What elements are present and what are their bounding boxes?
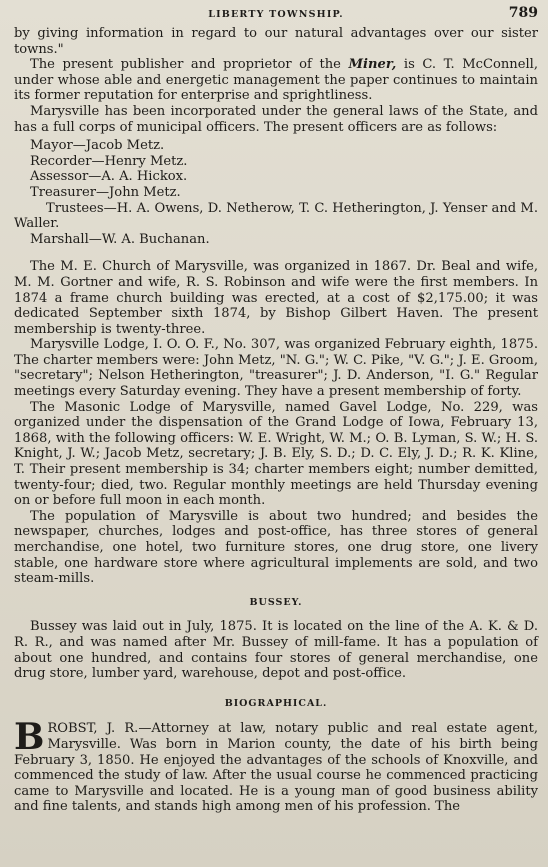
population-paragraph: The population of Marysville is about two hundred; and besides the newspaper, churches, lodges and post-office, has three stores of general merchandise, one hotel, two furniture stores, one drug store, one livery stable, one hardware store where agricultural implements are sold, and two steam-mills. bbox=[14, 508, 538, 587]
officer-treasurer: Treasurer—John Metz. bbox=[30, 184, 181, 200]
biography-entry bbox=[14, 716, 538, 815]
publisher-paragraph bbox=[14, 57, 538, 104]
bussey-paragraph: Bussey was laid out in July, 1875. It is located on the line of the A. K. & D. R. R., and was named after Mr. Bussey of mill-fame. It has a population of about one hundred, and contains four stores of general merchandise, one drug store, lumber yard, warehouse, depot and post-office. bbox=[14, 619, 538, 682]
biography-text: ROBST, J. R.—Attorney at law, notary public and real estate agent, Marysville. Was born in Marion county, the date of his birth being February 3, 1850. He enjoyed the advantages of the schools of Knoxville, and commenced the study of law. After the usual course he commenced practicing came to Marysville and located. He is a young man of good business ability and fine talents, and stands high among men of his profession. The bbox=[14, 721, 538, 815]
officer-marshall: Marshall—W. A. Buchanan. bbox=[30, 231, 210, 247]
masonic-lodge-paragraph: The Masonic Lodge of Marysville, named Gavel Lodge, No. 229, was organized under the dispensation of the Grand Lodge of Iowa, February 13, 1868, with the following officers: W. E. Wright, W. M.; O. B. Lyman, S. W.; H. S. Knight, J. W.; Jacob Metz, secretary; J. B. Ely, S. D.; D. C. Ely, J. D.; R. K. Kline, T. Their present membership is 34; charter members eight; number demitted, twenty-four; died, two. Regular monthly meetings are held Thursday evening on or before full moon in each month. bbox=[14, 399, 538, 509]
ioof-lodge-paragraph: Marysville Lodge, I. O. O. F., No. 307, was organized February eighth, 1875. The charter members were: John Metz, "N. G."; W. C. Pike, "V. G."; J. E. Groom, "secretary"; Nelson Hetherington, "treasurer"; J. D. Anderson, "I. G." Regular meetings every Saturday evening. They have a present membership of forty. bbox=[14, 337, 538, 400]
officer-recorder: Recorder—Henry Metz. bbox=[30, 153, 188, 169]
publisher-text-start: The present publisher and proprietor of the bbox=[30, 57, 349, 73]
newspaper-name: Miner, bbox=[348, 57, 397, 73]
page-body bbox=[14, 26, 538, 815]
page-number: 789 bbox=[508, 5, 538, 21]
incorporation-paragraph: Marysville has been incorporated under the general laws of the State, and has a full corps of municipal officers. The present officers are as follows: bbox=[14, 103, 538, 135]
section-heading-bussey: BUSSEY. bbox=[249, 596, 303, 608]
officer-trustees: Trustees—H. A. Owens, D. Netherow, T. C. Hetherington, J. Yenser and M. Waller. bbox=[14, 200, 538, 232]
officer-mayor: Mayor—Jacob Metz. bbox=[30, 138, 165, 154]
officer-assessor: Assessor—A. A. Hickox. bbox=[30, 169, 188, 185]
running-head bbox=[14, 4, 538, 24]
running-title: LIBERTY TOWNSHIP. bbox=[208, 9, 344, 20]
biography-paragraph bbox=[14, 716, 538, 815]
me-church-paragraph: The M. E. Church of Marysville, was organized in 1867. Dr. Beal and wife, M. M. Gortner and wife, R. S. Robinson and wife were the first members. In 1874 a frame church building was erected, at a cost of $2,175.00; it was dedicated September sixth 1874, by Bishop Gilbert Haven. The present membership is twenty-three. bbox=[14, 259, 538, 337]
section-heading-biographical: BIOGRAPHICAL. bbox=[224, 697, 328, 709]
continued-paragraph: by giving information in regard to our natural advantages over our sister towns." bbox=[14, 26, 538, 57]
publisher-text-end: is C. T. McConnell, under whose able and energetic management the paper continues to maintain its former reputation for enterprise and sprightliness. bbox=[14, 57, 538, 104]
drop-cap-letter: B bbox=[14, 716, 45, 759]
officer-list bbox=[14, 138, 538, 247]
